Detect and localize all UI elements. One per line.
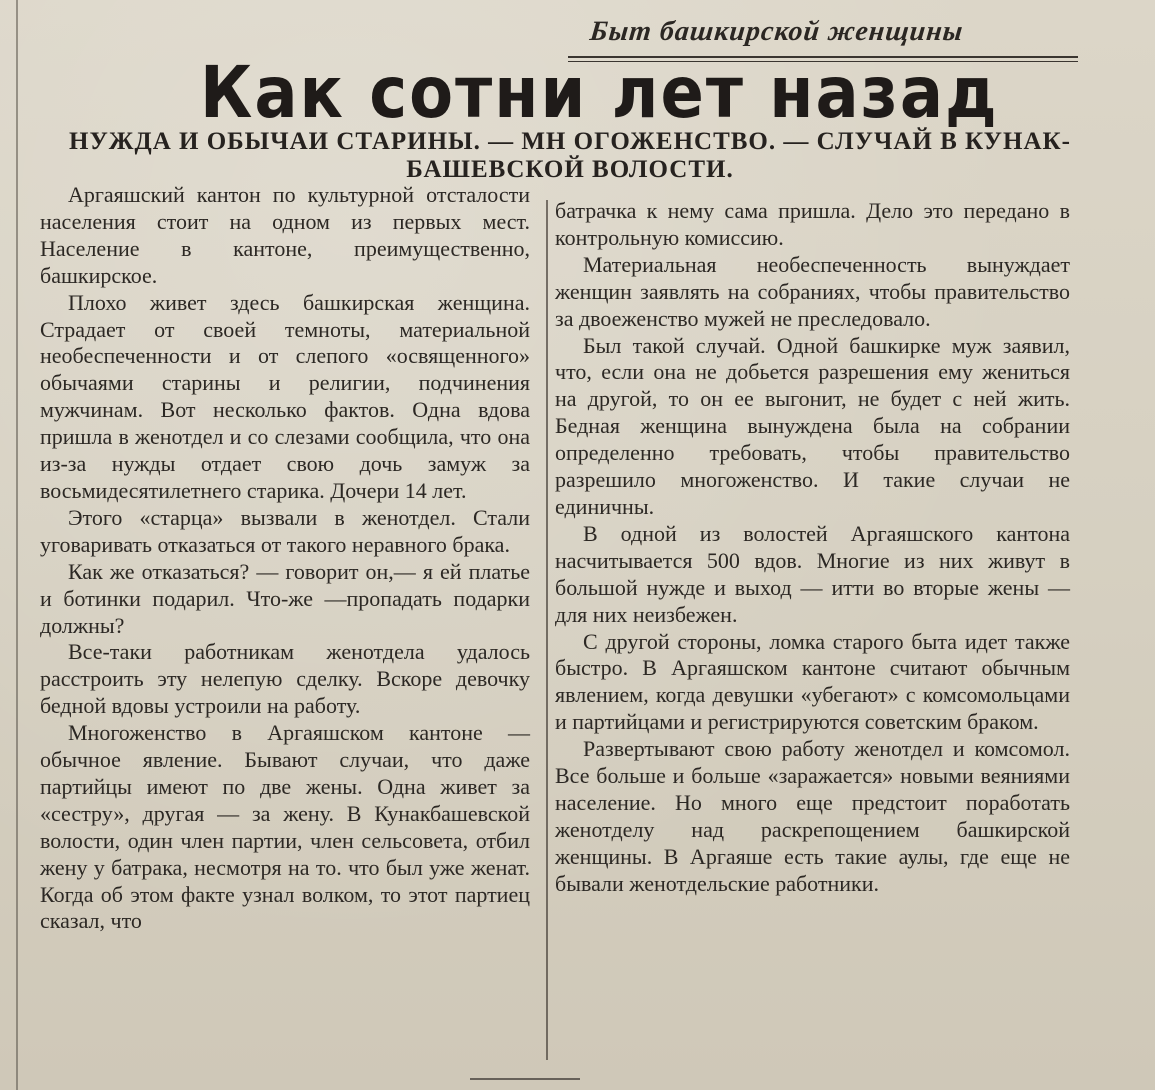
paragraph: батрачка к нему сама пришла. Дело это передано в контрольную комиссию. [555,198,1070,250]
left-text-column [40,182,530,935]
paragraph: С другой стороны, ломка старого быта идет также быстро. В Аргаяшском кантоне считают обычным явлением, когда девушки «убегают» с комсомольцами и партийцами и регистрируются советским браком. [555,628,1070,735]
column-divider [546,200,548,1060]
paragraph: Аргаяшский кантон по культурной отсталости населения стоит на одном из первых мест. Население в кантоне, преимущественно, башкирское. [40,182,530,288]
bottom-rule [470,1078,580,1080]
right-text-column [555,198,1070,898]
paragraph: Был такой случай. Одной башкирке муж заявил, что, если она не добьется разрешения ему жениться на другой, то он ее выгонит, не будет с ней жить. Бедная женщина вынуждена была на собрании определенно требовать, чтобы правительство разрешило многоженство. И такие случаи не единичны. [555,332,1070,519]
paragraph: Как же отказаться? — говорит он,— я ей платье и ботинки подарил. Что-же —пропадать подарки должны? [40,558,530,638]
paragraph: Все-таки работникам женотдела удалось расстроить эту нелепую сделку. Вскоре девочку бедной вдовы устроили на работу. [40,639,530,719]
left-margin-rule [16,0,18,1090]
subhead-line-2: БАШЕВСКОЙ ВОЛОСТИ. [406,156,734,183]
rubric-text: Быт башкирской женщины [588,16,965,47]
paragraph: Этого «старца» вызвали в женотдел. Стали уговаривать отказаться от такого неравного брака. [40,504,530,557]
paragraph: Плохо живет здесь башкирская женщина. Страдает от своей темноты, материальной необеспеченности и от слепого «освященного» обычаями старины и религии, подчинения мужчинам. Вот несколько фактов. Одна вдова пришла в женотдел и со слезами сообщила, что она из-за нужды отдает свою дочь замуж за восьмидесятилетнего старика. Дочери 14 лет. [40,289,530,503]
article-headline: Как сотни лет назад [200,52,999,135]
paragraph: В одной из волостей Аргаяшского кантона насчитывается 500 вдов. Многие из них живут в большой нужде и выход — итти во вторые жены — для них неизбежен. [555,520,1070,627]
article-subheadline [30,128,1110,184]
paragraph: Материальная необеспеченность вынуждает женщин заявлять на собраниях, чтобы правительство за двоеженство мужей не преследовало. [555,251,1070,331]
paragraph: Развертывают свою работу женотдел и комсомол. Все больше и больше «заражается» новыми веяниями население. Но много еще предстоит поработать женотделу над раскрепощением башкирской женщины. В Аргаяше есть такие аулы, где еще не бывали женотдельские работники. [555,736,1070,896]
paragraph: Многоженство в Аргаяшском кантоне —обычное явление. Бывают случаи, что даже партийцы имеют по две жены. Одна живет за «сестру», другая — за жену. В Кунакбашевской волости, один член партии, член сельсовета, отбил жену у батрака, несмотря на то. что был уже женат. Когда об этом факте узнал волком, то этот партиец сказал, что [40,720,530,934]
subhead-line-1: НУЖДА И ОБЫЧАИ СТАРИНЫ. — МН ОГОЖЕНСТВО. — СЛУЧАЙ В КУНАК- [69,128,1071,155]
